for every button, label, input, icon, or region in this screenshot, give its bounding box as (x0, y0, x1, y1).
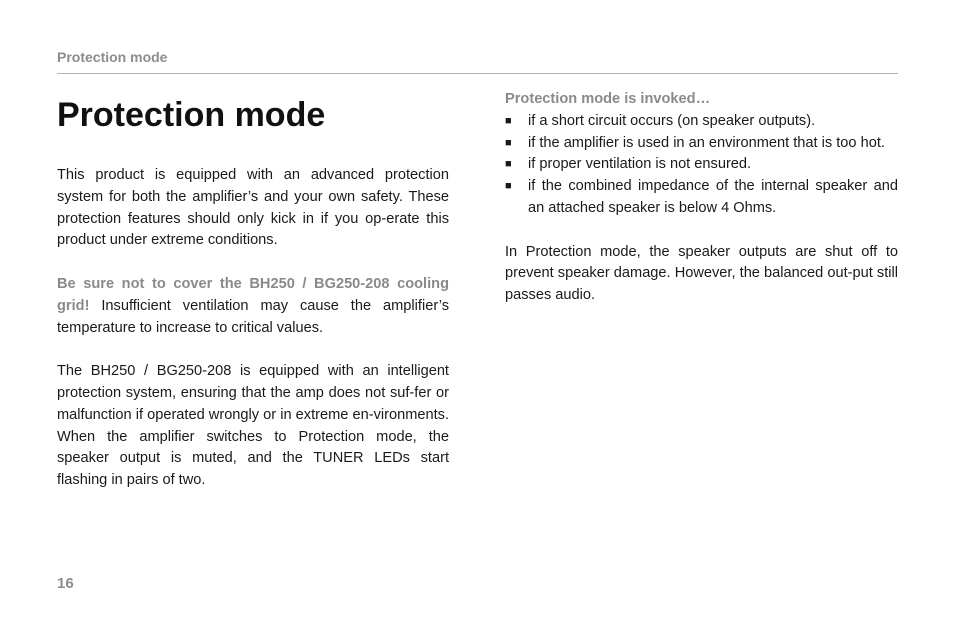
warning-paragraph (57, 274, 449, 339)
protection-system-paragraph: The BH250 / BG250-208 is equipped with an intelligent protection system, ensuring that the amp does not suf-fer or malfunction if operated wrongly or in extreme en-vironments. When the amplifier switches to Protection mode, the speaker output is muted, and the TUNER LEDs start flashing in pairs of two. (57, 363, 449, 489)
header-rule (57, 73, 898, 74)
list-item (505, 133, 898, 155)
protection-mode-paragraph: In Protection mode, the speaker outputs are shut off to prevent speaker damage. However, the balanced out-put still passes audio. (505, 243, 898, 304)
invoked-list (505, 111, 898, 220)
list-item (505, 154, 898, 176)
square-bullet-icon: ■ (505, 158, 512, 171)
square-bullet-icon: ■ (505, 114, 512, 127)
page-number: 16 (57, 575, 74, 592)
list-item-text: if a short circuit occurs (on speaker outputs). (528, 112, 816, 129)
list-item (505, 111, 898, 133)
warning-text: Insufficient ventilation may cause the amplifier’s temperature to increase to critical values. (57, 297, 449, 336)
left-column (57, 95, 449, 514)
warning-bold-text: Be sure not to cover the BH250 / BG250-208 cooling grid! (57, 275, 449, 314)
intro-paragraph: This product is equipped with an advanced protection system for both the amplifier’s and your own safety. These protection features should only kick in if you op-erate this product under extreme conditions. (57, 167, 449, 249)
right-column (505, 89, 898, 329)
list-item-text: if the combined impedance of the internal speaker and an attached speaker is below 4 Ohms. (528, 178, 898, 216)
invoked-subheading: Protection mode is invoked… (505, 91, 711, 107)
list-item-text: if proper ventilation is not ensured. (528, 156, 752, 173)
running-header: Protection mode (57, 49, 168, 65)
square-bullet-icon: ■ (505, 180, 512, 193)
square-bullet-icon: ■ (505, 136, 512, 149)
list-item (505, 176, 898, 220)
list-item-text: if the amplifier is used in an environment that is too hot. (528, 134, 885, 151)
page-title: Protection mode (57, 96, 326, 134)
